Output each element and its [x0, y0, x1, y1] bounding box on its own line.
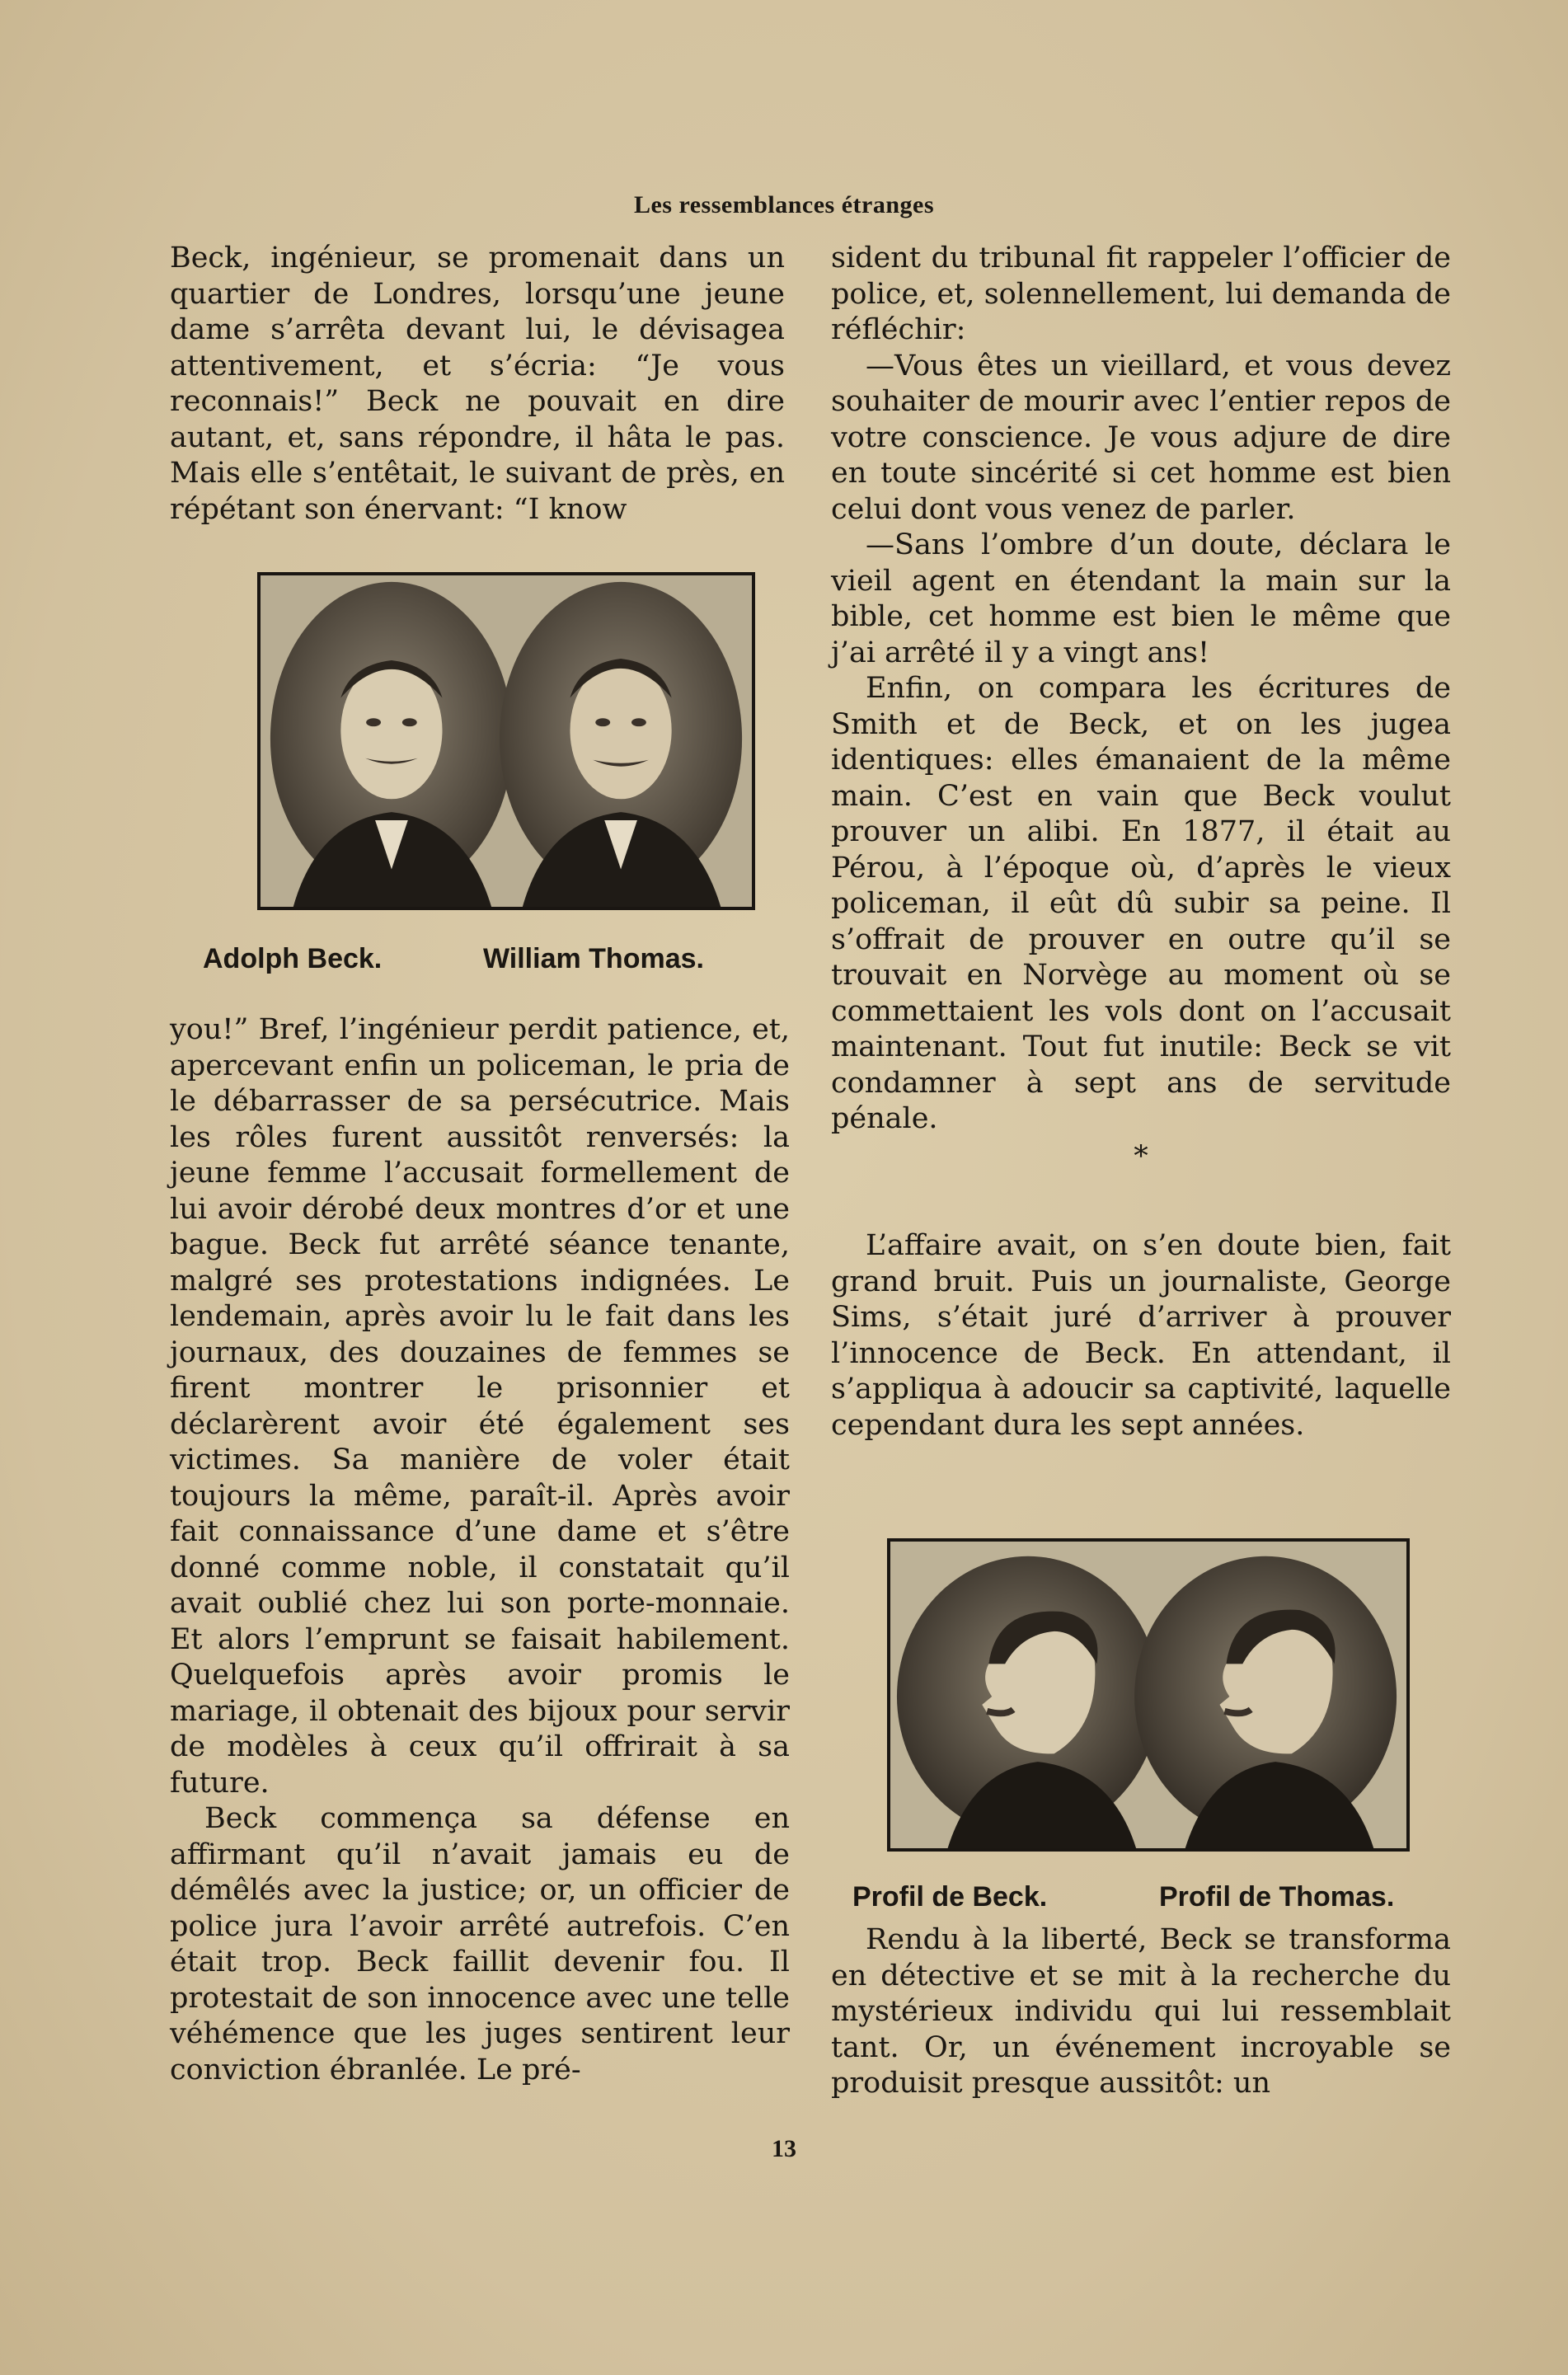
figure1-caption-left: Adolph Beck. — [203, 943, 383, 974]
left-column-bottom — [170, 1012, 790, 2088]
page-number: 13 — [772, 2135, 796, 2162]
paragraph: —Vous êtes un vieillard, et vous devez souhaiter de mourir avec l’entier repos de votre conscience. Je vous adjure de dire en toute sincérité si cet homme est bien celui dont vous venez de parler. — [831, 349, 1451, 526]
paragraph: Beck, ingénieur, se promenait dans un quartier de Londres, lorsqu’une jeune dame s’arrêta devant lui, le dévisagea attentivement, et s’écria: “Je vous reconnais!” Beck ne pouvait en dire autant, et, sans répondre, il hâta le pas. Mais elle s’entêtait, le suivant de près, en répétant son énervant: “I know — [170, 242, 785, 526]
left-column-top — [170, 241, 785, 528]
section-separator: * — [1134, 1139, 1148, 1173]
paragraph: Enfin, on compara les écritures de Smith et de Beck, et on les jugea identiques: elles émanaient de la même main. C’est en vain que Beck voulut prouver un alibi. En 1877, il était au Pérou, à l’époque où, d’après le vieux policeman, il eût dû subir sa peine. Il s’offrait de prouver en outre qu’il se trouvait en Norvège au moment où se commettaient les vols dont on l’accusait maintenant. Tout fut inutile: Beck se vit condamner à sept ans de servitude pénale. — [831, 672, 1451, 1135]
paragraph: sident du tribunal fit rappeler l’officier de police, et, solennellement, lui demanda de réfléchir: — [831, 242, 1451, 346]
profile-illustration — [890, 1542, 1406, 1848]
right-column-bottom — [831, 1922, 1451, 2102]
paragraph: L’affaire avait, on s’en doute bien, fait grand bruit. Puis un journaliste, George Sims, s’était juré d’arriver à prouver l’innocence de Beck. En attendant, il s’appliqua à adoucir sa captivité, laquelle cependant dura les sept années. — [831, 1229, 1451, 1442]
portrait-photo-front — [257, 572, 755, 910]
portrait-illustration — [261, 575, 752, 907]
portrait-photo-profile — [887, 1538, 1410, 1852]
figure2-caption-right: Profil de Thomas. — [1159, 1881, 1395, 1913]
figure2-caption-left: Profil de Beck. — [852, 1881, 1048, 1913]
running-title: Les ressemblances étranges — [633, 191, 935, 218]
paragraph: —Sans l’ombre d’un doute, déclara le vieil agent en étendant la main sur la bible, cet homme est bien le même que j’ai arrêté il y a vingt ans! — [831, 528, 1451, 669]
paragraph: you!” Bref, l’ingénieur perdit patience, et, apercevant enfin un policeman, le pria de le débarrasser de sa persécutrice. Mais les rôles furent aussitôt renversés: la jeune femme l’accusait formellement de lui avoir dérobé deux montres d’or et une bague. Beck fut arrêté séance tenante, malgré ses protestations indignées. Le lendemain, après avoir lu le fait dans les journaux, des douzaines de femmes se firent montrer le prisonnier et déclarèrent avoir été également ses victimes. Sa manière de voler était toujours la même, paraît-il. Après avoir fait connaissance d’une dame et s’être donné comme noble, il constatait qu’il avait oublié chez lui son porte-monnaie. Et alors l’emprunt se faisait habilement. Quelquefois après avoir promis le mariage, il obtenait des bijoux pour servir de modèles à ceux qu’il offrirait à sa future. — [170, 1013, 790, 1800]
paragraph: Rendu à la liberté, Beck se transforma en détective et se mit à la recherche du mystérieux individu qui lui ressemblait tant. Or, un événement incroyable se produisit presque aussitôt: un — [831, 1923, 1451, 2100]
right-column-top — [831, 241, 1451, 1219]
right-column-middle — [831, 1228, 1451, 1443]
paragraph: Beck commença sa défense en affirmant qu’il n’avait jamais eu de démêlés avec la justice; or, un officier de police jura l’avoir arrêté autrefois. C’en était trop. Beck faillit devenir fou. Il protestait de son innocence avec une telle véhémence que les juges sentirent leur conviction ébranlée. Le pré- — [170, 1802, 790, 2086]
figure1-caption-right: William Thomas. — [483, 943, 704, 974]
